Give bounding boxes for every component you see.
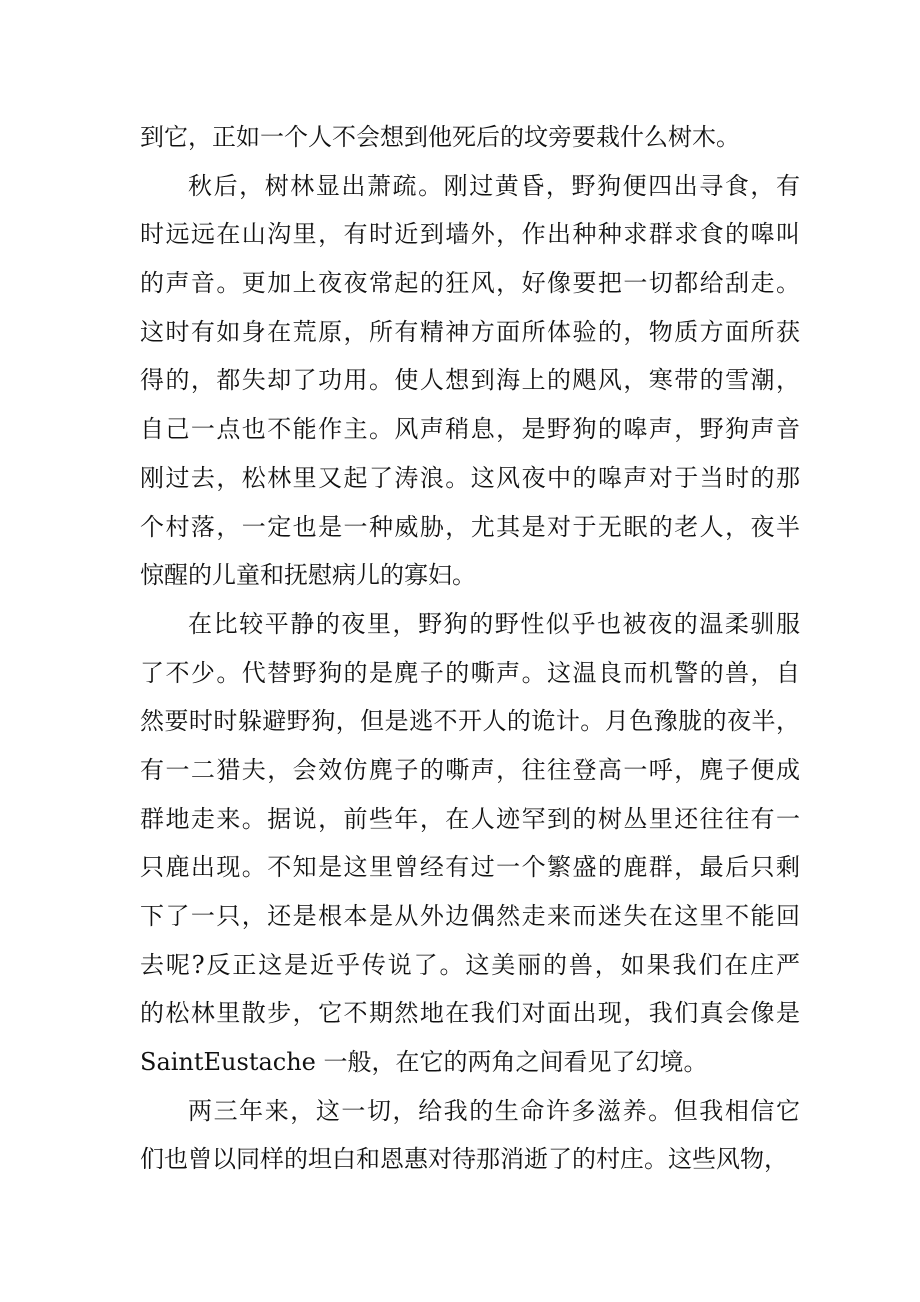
text-line: 这时有如身在荒原，所有精神方面所体验的，物质方面所获	[140, 317, 800, 346]
text-line: 去呢?反正这是近乎传说了。这美丽的兽，如果我们在庄严	[140, 950, 800, 979]
text-line: 群地走来。据说，前些年，在人迹罕到的树丛里还往往有一	[140, 804, 800, 833]
text-line: 下了一只，还是根本是从外边偶然走来而迷失在这里不能回	[140, 902, 800, 930]
text-line: 们也曾以同样的坦白和恩惠对待那消逝了的村庄。这些风物，	[140, 1145, 788, 1174]
paragraph	[140, 162, 800, 600]
text-line: 只鹿出现。不知是这里曾经有过一个繁盛的鹿群，最后只剩	[140, 853, 800, 882]
body-text	[140, 113, 800, 1184]
text-line: 然要时时躲避野狗，但是逃不开人的诡计。月色豫胧的夜半，	[140, 707, 800, 736]
text-line: 时远远在山沟里，有时近到墙外，作出种种求群求食的嗥叫	[140, 220, 800, 249]
text-line: 的松林里散步，它不期然地在我们对面出现，我们真会像是	[140, 999, 800, 1028]
text-line: 个村落，一定也是一种威胁，尤其是对于无眠的老人，夜半	[140, 512, 800, 541]
paragraph	[140, 1087, 800, 1184]
paragraph	[140, 113, 800, 162]
text-line: 在比较平静的夜里，野狗的野性似乎也被夜的温柔驯服	[188, 609, 800, 638]
text-line: 刚过去，松林里又起了涛浪。这风夜中的嗥声对于当时的那	[140, 463, 800, 492]
paragraph	[140, 600, 800, 1087]
text-line: 到它，正如一个人不会想到他死后的坟旁要栽什么树木。	[140, 123, 740, 151]
text-line: 有一二猎夫，会效仿麂子的嘶声，往往登高一呼，麂子便成	[140, 755, 800, 784]
text-line: 惊醒的儿童和抚慰病儿的寡妇。	[140, 561, 476, 590]
text-line: SaintEustache 一般，在它的两角之间看见了幻境。	[140, 1048, 708, 1077]
text-line: 两三年来，这一切，给我的生命许多滋养。但我相信它	[188, 1096, 800, 1125]
text-line: 得的，都失却了功用。使人想到海上的飓风，寒带的雪潮，	[140, 366, 800, 395]
text-line: 秋后，树林显出萧疏。刚过黄昏，野狗便四出寻食，有	[188, 171, 800, 200]
text-line: 的声音。更加上夜夜常起的狂风，好像要把一切都给刮走。	[140, 269, 800, 298]
text-line: 了不少。代替野狗的是麂子的嘶声。这温良而机警的兽，自	[140, 658, 800, 687]
text-line: 自己一点也不能作主。风声稍息，是野狗的嗥声，野狗声音	[140, 415, 800, 444]
